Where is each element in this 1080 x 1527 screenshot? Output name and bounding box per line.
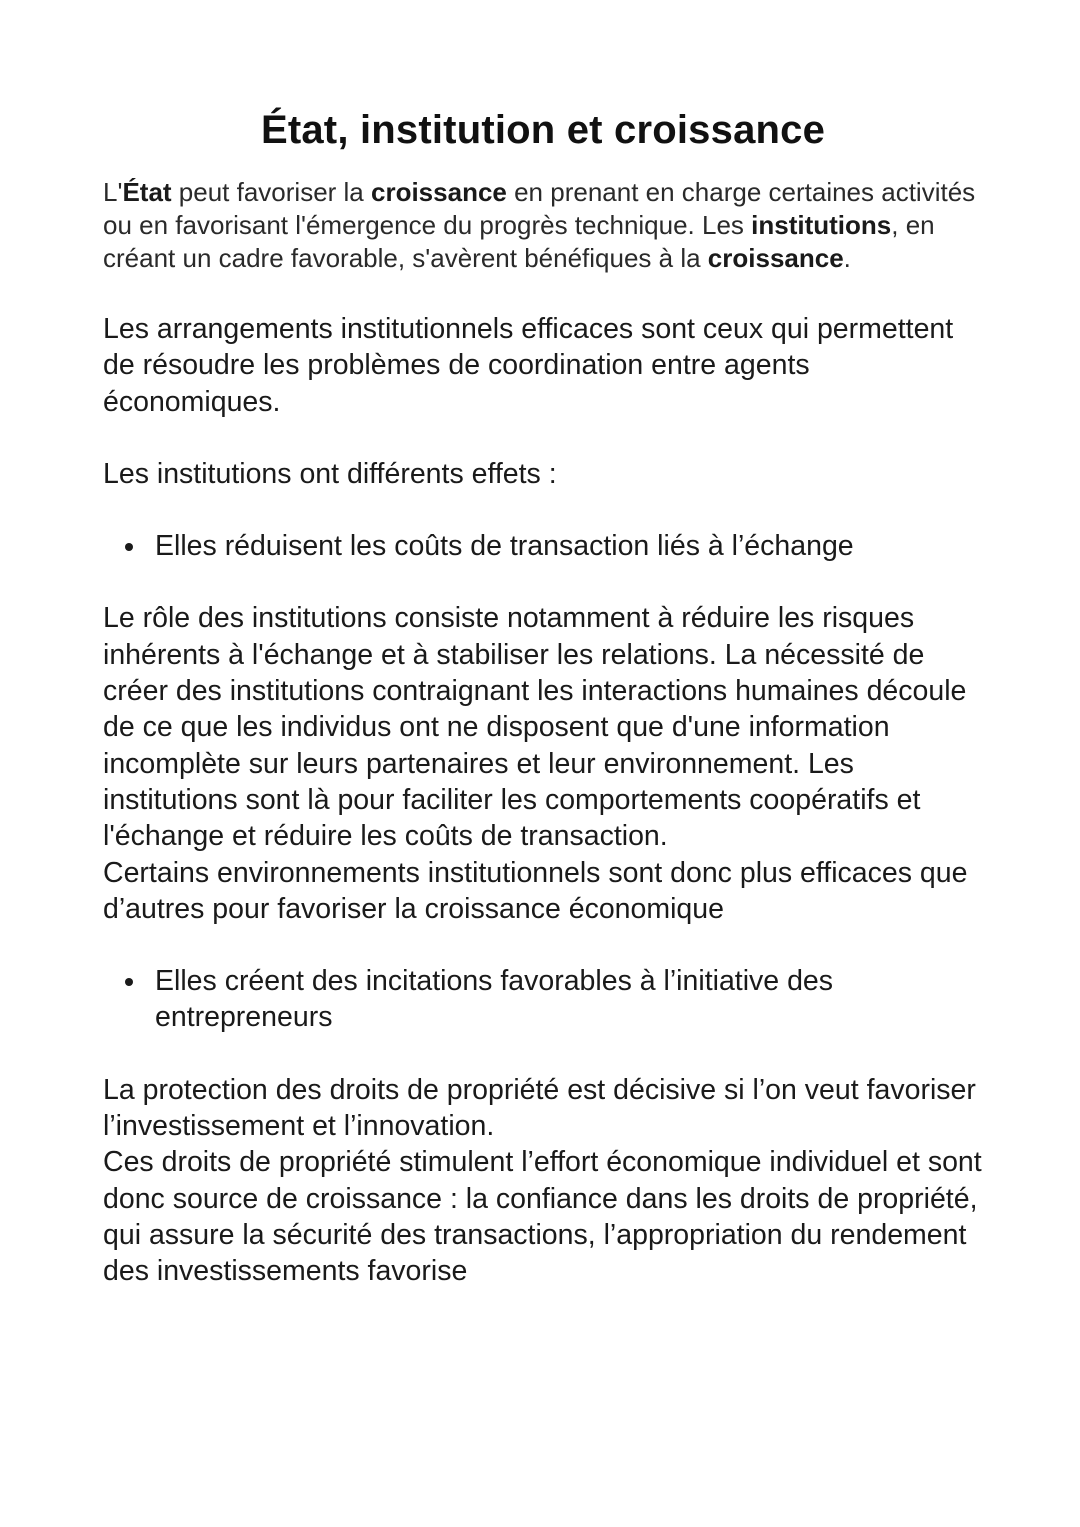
paragraph-droits: Ces droits de propriété stimulent l’effort économique individuel et sont donc source de croissance : la confiance dans les droits de propriété, qui assure la sécurité des transactions, l’appropriation du rendement des investissements favorise — [103, 1146, 982, 1288]
bullet-dot-icon — [125, 543, 133, 551]
bullet-list-1 — [103, 528, 983, 564]
paragraph-role: Le rôle des institutions consiste notamment à réduire les risques inhérents à l'échange et à stabiliser les relations. La nécessité de créer des institutions contraignant les interactions humaines découle de ce que les individus ont ne disposent que d'une information incomplète sur leurs partenaires et leur environnement. Les institutions sont là pour faciliter les comportements coopératifs et l'échange et réduire les coûts de transaction. — [103, 602, 967, 853]
intro-text: en prenant en charge certaines activités ou en favorisant l'émergence du progrès technique. Les — [103, 177, 976, 240]
intro-text: L' — [103, 177, 123, 207]
intro-bold-etat: État — [122, 177, 172, 207]
intro-bold-institutions: institutions — [751, 210, 892, 240]
bullet-dot-icon — [125, 978, 133, 986]
list-item-text: Elles réduisent les coûts de transaction liés à l’échange — [155, 530, 854, 563]
paragraph-protection: La protection des droits de propriété est décisive si l’on veut favoriser l’investissement et l’innovation. — [103, 1073, 976, 1143]
list-item-text: Elles créent des incitations favorables à l’initiative des entrepreneurs — [155, 965, 834, 1034]
intro-bold-croissance: croissance — [371, 177, 507, 207]
paragraph-certains: Certains environnements institutionnels sont donc plus efficaces que d’autres pour favoriser la croissance économique — [103, 856, 968, 925]
bullet-list-2 — [103, 963, 983, 1036]
paragraph-arrangements: Les arrangements institutionnels efficaces sont ceux qui permettent de résoudre les problèmes de coordination entre agents économiques. — [103, 313, 954, 418]
intro-bold-croissance: croissance — [707, 243, 844, 273]
intro-paragraph — [103, 176, 983, 275]
intro-text: peut favoriser la — [171, 177, 371, 207]
page-title: État, institution et croissance — [260, 108, 826, 152]
document-page — [103, 100, 983, 1290]
list-item — [103, 528, 983, 564]
intro-text: , en créant un cadre favorable, s'avèrent bénéfiques à la — [103, 210, 935, 273]
paragraph-effects-intro: Les institutions ont différents effets : — [103, 457, 557, 490]
intro-text: . — [843, 243, 851, 273]
list-item — [103, 963, 983, 1036]
